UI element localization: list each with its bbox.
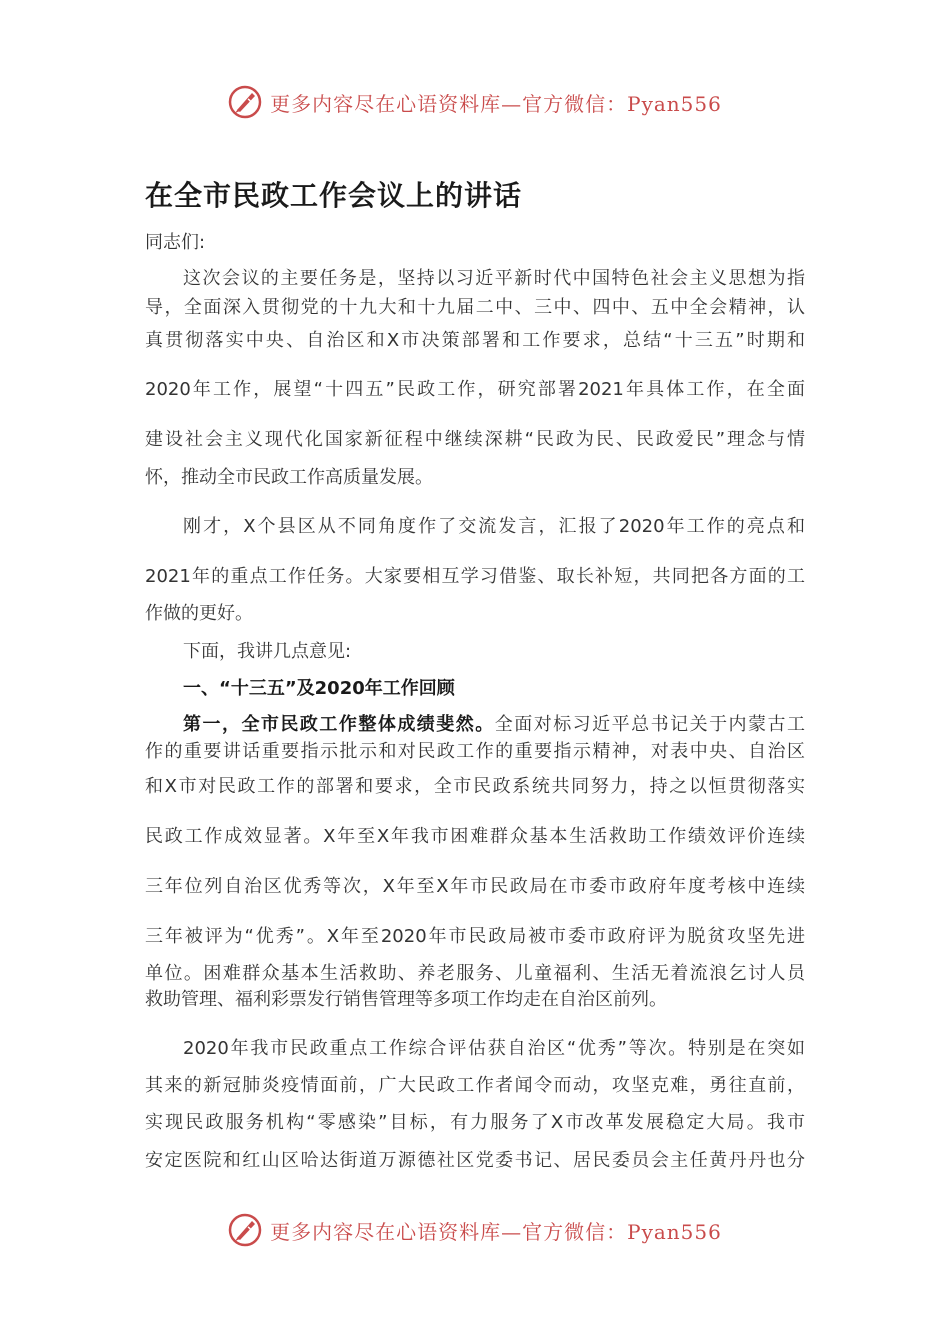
paragraph-line: 2020年我市民政重点工作综合评估获自治区“优秀”等次。特别是在突如 <box>183 1038 805 1059</box>
paragraph-line: 三年被评为“优秀”。X年至2020年市民政局被市委市政府评为脱贫攻坚先进 <box>145 926 805 947</box>
quill-pen-logo-icon <box>228 1213 262 1247</box>
paragraph-line: 怀，推动全市民政工作高质量发展。 <box>145 467 433 488</box>
salutation: 同志们: <box>145 232 206 253</box>
paragraph-line: 单位。困难群众基本生活救助、养老服务、儿童福利、生活无着流浪乞讨人员 <box>145 963 805 984</box>
paragraph-text: 全面对标习近平总书记关于内蒙古工 <box>494 714 806 735</box>
paragraph-line: 2021年的重点工作任务。大家要相互学习借鉴、取长补短，共同把各方面的工 <box>145 566 805 587</box>
paragraph-line: 2020年工作，展望“十四五”民政工作，研究部署2021年具体工作，在全面 <box>145 379 805 400</box>
paragraph-line: 实现民政服务机构“零感染”目标，有力服务了X市改革发展稳定大局。我市 <box>145 1112 805 1133</box>
paragraph-line: 民政工作成效显著。X年至X年我市困难群众基本生活救助工作绩效评价连续 <box>145 826 805 847</box>
section-heading: 一、“十三五”及2020年工作回顾 <box>183 678 455 699</box>
paragraph-line: 其来的新冠肺炎疫情面前，广大民政工作者闻令而动，攻坚克难，勇往直前， <box>145 1075 805 1096</box>
paragraph-line: 这次会议的主要任务是，坚持以习近平新时代中国特色社会主义思想为指 <box>183 268 805 289</box>
paragraph-line: 三年位列自治区优秀等次，X年至X年市民政局在市委市政府年度考核中连续 <box>145 876 805 897</box>
banner-text: 更多内容尽在心语资料库—官方微信：Pyan556 <box>270 1219 722 1244</box>
paragraph-line: 作的重要讲话重要指示批示和对民政工作的重要指示精神，对表中央、自治区 <box>145 741 805 762</box>
paragraph-line: 和X市对民政工作的部署和要求，全市民政系统共同努力，持之以恒贯彻落实 <box>145 776 805 797</box>
paragraph-line: 导，全面深入贯彻党的十九大和十九届二中、三中、四中、五中全会精神，认 <box>145 297 805 318</box>
paragraph-line: 建设社会主义现代化国家新征程中继续深耕“民政为民、民政爱民”理念与情 <box>145 429 805 450</box>
header-banner <box>0 80 950 124</box>
paragraph-line: 下面，我讲几点意见: <box>183 641 352 662</box>
paragraph-line <box>183 713 805 737</box>
paragraph-line: 刚才，X个县区从不同角度作了交流发言，汇报了2020年工作的亮点和 <box>183 516 805 537</box>
paragraph-line: 救助管理、福利彩票发行销售管理等多项工作均走在自治区前列。 <box>145 989 667 1010</box>
paragraph-lead: 第一，全市民政工作整体成绩斐然。 <box>183 714 495 735</box>
paragraph-line: 安定医院和红山区哈达街道万源德社区党委书记、居民委员会主任黄丹丹也分 <box>145 1150 805 1171</box>
quill-pen-logo-icon <box>228 85 262 119</box>
paragraph-line: 真贯彻落实中央、自治区和X市决策部署和工作要求，总结“十三五”时期和 <box>145 330 805 351</box>
paragraph-line: 作做的更好。 <box>145 603 253 624</box>
document-title: 在全市民政工作会议上的讲话 <box>145 179 523 212</box>
footer-banner <box>0 1208 950 1252</box>
banner-text: 更多内容尽在心语资料库—官方微信：Pyan556 <box>270 91 722 116</box>
